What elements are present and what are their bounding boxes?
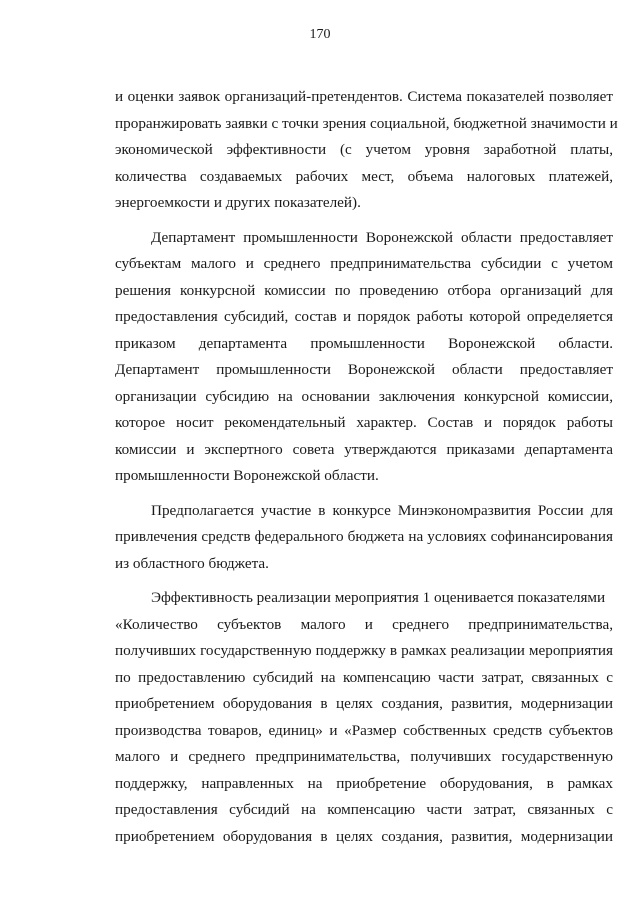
text-line: производства товаров, единиц» и «Размер собственных средств субъектов	[115, 721, 613, 739]
text-line: привлечения средств федерального бюджета на условиях софинансирования	[115, 528, 613, 545]
text-line: которое носит рекомендательный характер. Состав и порядок работы	[115, 414, 613, 431]
text-line: решения конкурсной комиссии по проведению отбора организаций для	[115, 281, 613, 299]
text-line: малого и среднего предпринимательства, получивших государственную	[115, 748, 613, 765]
text-line: «Количество субъектов малого и среднего предпринимательства,	[115, 615, 613, 633]
text-line: Департамент промышленности Воронежской области предоставляет	[151, 228, 613, 246]
text-line: комиссии и экспертного совета утверждаются приказами департамента	[115, 440, 613, 458]
document-body	[115, 84, 618, 850]
text-line: поддержку, направленных на приобретение оборудования, в рамках	[115, 774, 613, 792]
text-line: предоставления субсидий, состав и порядок работы которой определяется	[115, 308, 613, 325]
text-line: промышленности Воронежской области.	[115, 467, 379, 484]
text-line: приобретением оборудования в целях создания, развития, модернизации	[115, 695, 613, 712]
text-line: и оценки заявок организаций-претендентов. Система показателей позволяет	[115, 88, 613, 105]
text-line: Департамент промышленности Воронежской области предоставляет	[115, 361, 613, 378]
text-line: Предполагается участие в конкурсе Минэкономразвития России для	[151, 501, 613, 519]
text-line: количества создаваемых рабочих мест, объема налоговых платежей,	[115, 167, 613, 185]
text-line: получивших государственную поддержку в рамках реализации мероприятия	[115, 642, 613, 659]
page-number: 170	[309, 27, 331, 42]
text-line: из областного бюджета.	[115, 554, 269, 572]
text-line: энергоемкости и других показателей).	[115, 194, 361, 211]
text-line: Эффективность реализации мероприятия 1 оценивается показателями	[151, 589, 606, 606]
text-line: по предоставлению субсидий на компенсацию части затрат, связанных с	[115, 668, 613, 686]
paragraph-4	[115, 585, 613, 850]
paragraph-2	[115, 225, 613, 490]
text-line: приобретением оборудования в целях создания, развития, модернизации	[115, 827, 613, 845]
text-line: организации субсидию на основании заключения конкурсной комиссии,	[115, 387, 613, 405]
paragraph-1	[115, 84, 618, 217]
text-line: предоставления субсидий на компенсацию части затрат, связанных с	[115, 801, 613, 818]
text-line: экономической эффективности (с учетом уровня заработной платы,	[115, 141, 613, 158]
paragraph-3	[115, 498, 613, 578]
text-line: проранжировать заявки с точки зрения социальной, бюджетной значимости и	[115, 114, 618, 132]
text-line: субъектам малого и среднего предпринимательства субсидии с учетом	[115, 255, 613, 272]
text-line: приказом департамента промышленности Воронежской области.	[115, 334, 613, 352]
